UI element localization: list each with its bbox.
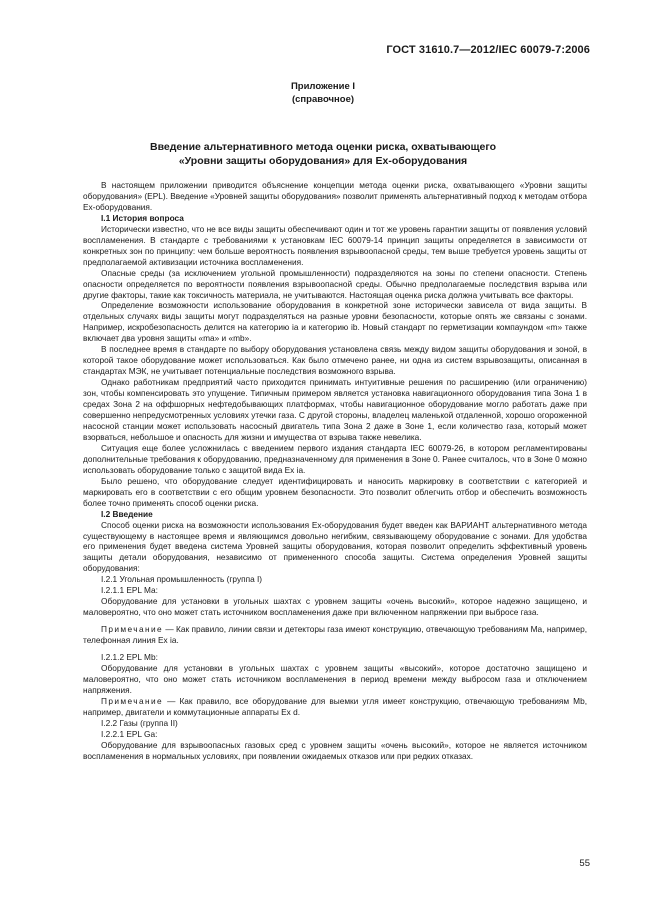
note-label: Примечание xyxy=(101,624,164,635)
paragraph: В последнее время в стандарте по выбору оборудования установлена связь между видом защиты оборудования и зоной, в которой такое оборудование может использоваться. Как было отмечено ранее, ни одна из систем взрывозащиты, описанная в стандартах МЭК, не учитывает потенциальные последствия возможного взрыва. xyxy=(83,344,587,377)
appendix-heading xyxy=(0,80,646,106)
paragraph: I.2.1.2 EPL Mb: xyxy=(101,652,158,663)
note-text: — Как правило, все оборудование для выемки угля имеет конструкцию, отвечающую требованиям Mb, например, двигатели и коммутационные аппараты Ex d. xyxy=(83,695,587,717)
paragraph: Оборудование для взрывоопасных газовых сред с уровнем защиты «очень высокий», которое не является источником воспламенения в нормальных условиях, при появлении ожидаемых отказов или при редких отказах. xyxy=(83,739,587,761)
paragraph: Способ оценки риска на возможности использования Ex-оборудования будет введен как ВАРИАНТ альтернативного метода существующему в настоящее время и являющимся довольно негибким, связывающему оборудование с зонами. Для удобства его применения будет введена система Уровней защиты оборудования, которая позволит определить эффективный уровень защиты детали оборудования, независимо от примененного способа защиты. Система определения Уровней защиты оборудования: xyxy=(83,519,587,574)
note-1 xyxy=(83,624,587,646)
paragraph: I.2.2.1 EPL Ga: xyxy=(101,728,158,739)
subsection-heading: I.1 История вопроса xyxy=(101,212,184,223)
appendix-label: Приложение I xyxy=(290,81,356,92)
paragraph: I.2.1.1 EPL Ma: xyxy=(101,585,158,596)
note-label: Примечание xyxy=(101,695,164,706)
paragraph: Определение возможности использование оборудования в конкретной зоне исторически зависела от вида защиты. В отдельных случаях виды защиты могут подразделяться на разные уровни безопасности, которые опять же связаны с зонами. Например, искробезопасность делится на категорию ia и категорию ib. Новый стандарт по герметизации компаундом «m» также включает два уровня защиты «ma» и «mb». xyxy=(83,300,587,344)
page-number: 55 xyxy=(579,858,590,869)
section-title xyxy=(0,140,646,168)
title-line-1: Введение альтернативного метода оценки риска, охватывающего xyxy=(149,141,496,153)
paragraph: Оборудование для установки в угольных шахтах с уровнем защиты «высокий», которое достаточно защищено и маловероятно, что оно может стать источником воспламенения в период времени между выбросом газа и отключением напряжения. xyxy=(83,662,587,695)
paragraph: Однако работникам предприятий часто приходится принимать интуитивные решения по расширению (или ограничению) зон, чтобы компенсировать это упущение. Типичным примером является установка навигационного оборудования типа Зона 1 в средах Зона 2 на оффшорных нефтедобывающих платформах, чтобы навигационное оборудование могло работать даже при совершенно непредусмотренных условиях утечки газа. С другой стороны, владелец маленькой отдаленной, хорошо огороженной насосной станции может использовать насосный двигатель типа Зона 2 даже в Зоне 1, если количество газа, который может взорваться, небольшое и опасность для жизни и имущества от взрыва также невелика. xyxy=(83,377,587,442)
paragraph: Исторически известно, что не все виды защиты обеспечивают один и тот же уровень гарантии защиты от появления условий воспламенения. В стандарте с требованиями к установкам IEC 60079-14 принцип защиты определяется в зависимости от конкретных зон по принципу: чем больше вероятность появления взрывоопасной среды, тем выше требуется уровень защиты от предполагаемой активизации источника воспламенения. xyxy=(83,223,587,267)
paragraph: Ситуация еще более усложнилась с введением первого издания стандарта IEC 60079-26, в котором регламентированы дополнительные требования к оборудованию, предназначенному для применения в Зоне 0. Ранее считалось, что в Зоне 0 можно использовать оборудование только с защитой вида Ex ia. xyxy=(83,442,587,475)
appendix-kind: (справочное) xyxy=(291,94,355,105)
paragraph: В настоящем приложении приводится объяснение концепции метода оценки риска, охватывающего «Уровни защиты оборудования» (EPL). Введение «Уровней защиты оборудования» позволит применять альтернативный подход к методам отбора Ex-оборудования. xyxy=(83,180,587,212)
standard-header: ГОСТ 31610.7—2012/IEC 60079-7:2006 xyxy=(386,44,590,56)
note-text: — Как правило, линии связи и детекторы газа имеют конструкцию, отвечающую требованиям Ma, например, телефонная линия Ex ia. xyxy=(83,624,587,646)
paragraph: Опасные среды (за исключением угольной промышленности) подразделяются на зоны по степени опасности. Степень опасности определяется по вероятности появления взрывоопасной среды. Обычно предполагаемые последствия взрыва или другие факторы, такие как токсичность материала, не учитываются. Настоящая оценка риска должна учитывать все факторы. xyxy=(83,267,587,300)
paragraph: I.2.2 Газы (группа II) xyxy=(101,717,178,728)
paragraph: I.2.1 Угольная промышленность (группа I) xyxy=(101,574,263,585)
subsection-heading: I.2 Введение xyxy=(101,508,153,519)
body-text xyxy=(83,180,587,762)
paragraph: Оборудование для установки в угольных шахтах с уровнем защиты «очень высокий», которое надежно защищено, и маловероятно, что оно может стать источником воспламенения даже при включенном напряжении при выбросе газа. xyxy=(83,596,587,618)
note-2 xyxy=(83,696,587,718)
title-line-2: «Уровни защиты оборудования» для Ex-оборудования xyxy=(178,155,468,167)
paragraph: Было решено, что оборудование следует идентифицировать и наносить маркировку в соответствии с категорией и маркировать его в соответствии с его общим уровнем безопасности. Это позволит облегчить отбор и обеспечить возможность более точно применять способ оценки риска. xyxy=(83,475,587,508)
